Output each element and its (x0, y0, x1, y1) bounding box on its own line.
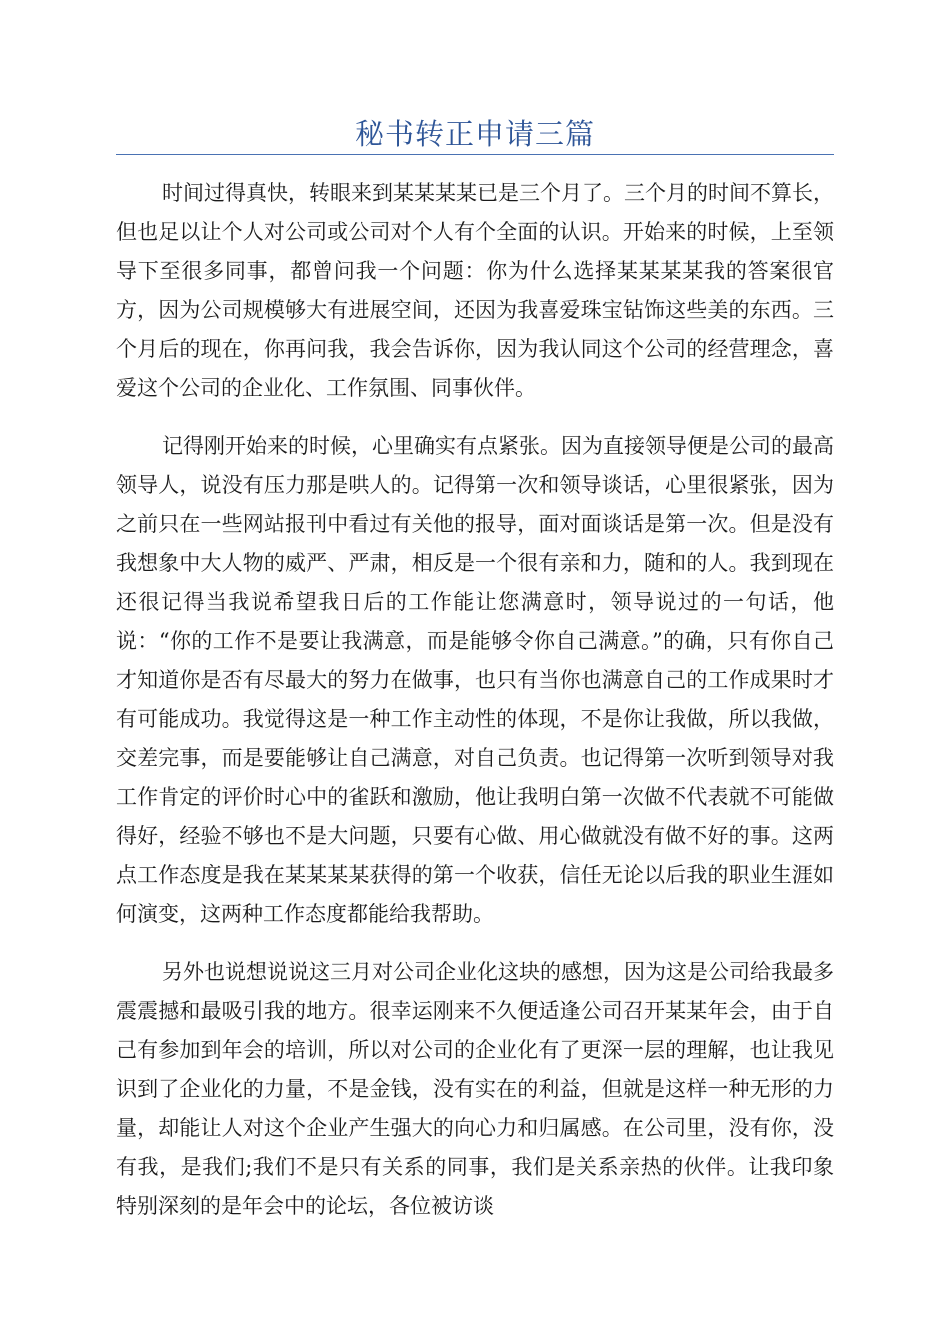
paragraph-2: 记得刚开始来的时候，心里确实有点紧张。因为直接领导便是公司的最高领导人，说没有压力那是哄人的。记得第一次和领导谈话，心里很紧张，因为之前只在一些网站报刊中看过有关他的报导，面对面谈话是第一次。但是没有我想象中大人物的威严、严肃，相反是一个很有亲和力，随和的人。我到现在还很记得当我说希望我日后的工作能让您满意时，领导说过的一句话，他说：“你的工作不是要让我满意，而是能够令你自己满意。”的确，只有你自己才知道你是否有尽最大的努力在做事，也只有当你也满意自己的工作成果时才有可能成功。我觉得这是一种工作主动性的体现，不是你让我做，所以我做，交差完事，而是要能够让自己满意，对自己负责。也记得第一次听到领导对我工作肯定的评价时心中的雀跃和激励，他让我明白第一次做不代表就不可能做得好，经验不够也不是大问题，只要有心做、用心做就没有做不好的事。这两点工作态度是我在某某某某获得的第一个收获，信任无论以后我的职业生涯如何演变，这两种工作态度都能给我帮助。 (116, 434, 834, 926)
paragraph-1: 时间过得真快，转眼来到某某某某已是三个月了。三个月的时间不算长，但也足以让个人对公司或公司对个人有个全面的认识。开始来的时候，上至领导下至很多同事，都曾问我一个问题：你为什么选择某某某某我的答案很官方，因为公司规模够大有进展空间，还因为我喜爱珠宝钻饰这些美的东西。三个月后的现在，你再问我，我会告诉你，因为我认同这个公司的经营理念，喜爱这个公司的企业化、工作氛围、同事伙伴。 (116, 181, 834, 400)
document-title: 秘书转正申请三篇 (354, 117, 595, 151)
title-underline (116, 154, 834, 155)
paragraph-3: 另外也说想说说这三月对公司企业化这块的感想，因为这是公司给我最多震震撼和最吸引我的地方。很幸运刚来不久便适逢公司召开某某年会，由于自己有参加到年会的培训，所以对公司的企业化有了更深一层的理解，也让我见识到了企业化的力量，不是金钱，没有实在的利益，但就是这样一种无形的力量，却能让人对这个企业产生强大的向心力和归属感。在公司里，没有你，没有我，是我们;我们不是只有关系的同事，我们是关系亲热的伙伴。让我印象特别深刻的是年会中的论坛，各位被访谈 (116, 960, 834, 1218)
document-body (116, 174, 834, 1245)
